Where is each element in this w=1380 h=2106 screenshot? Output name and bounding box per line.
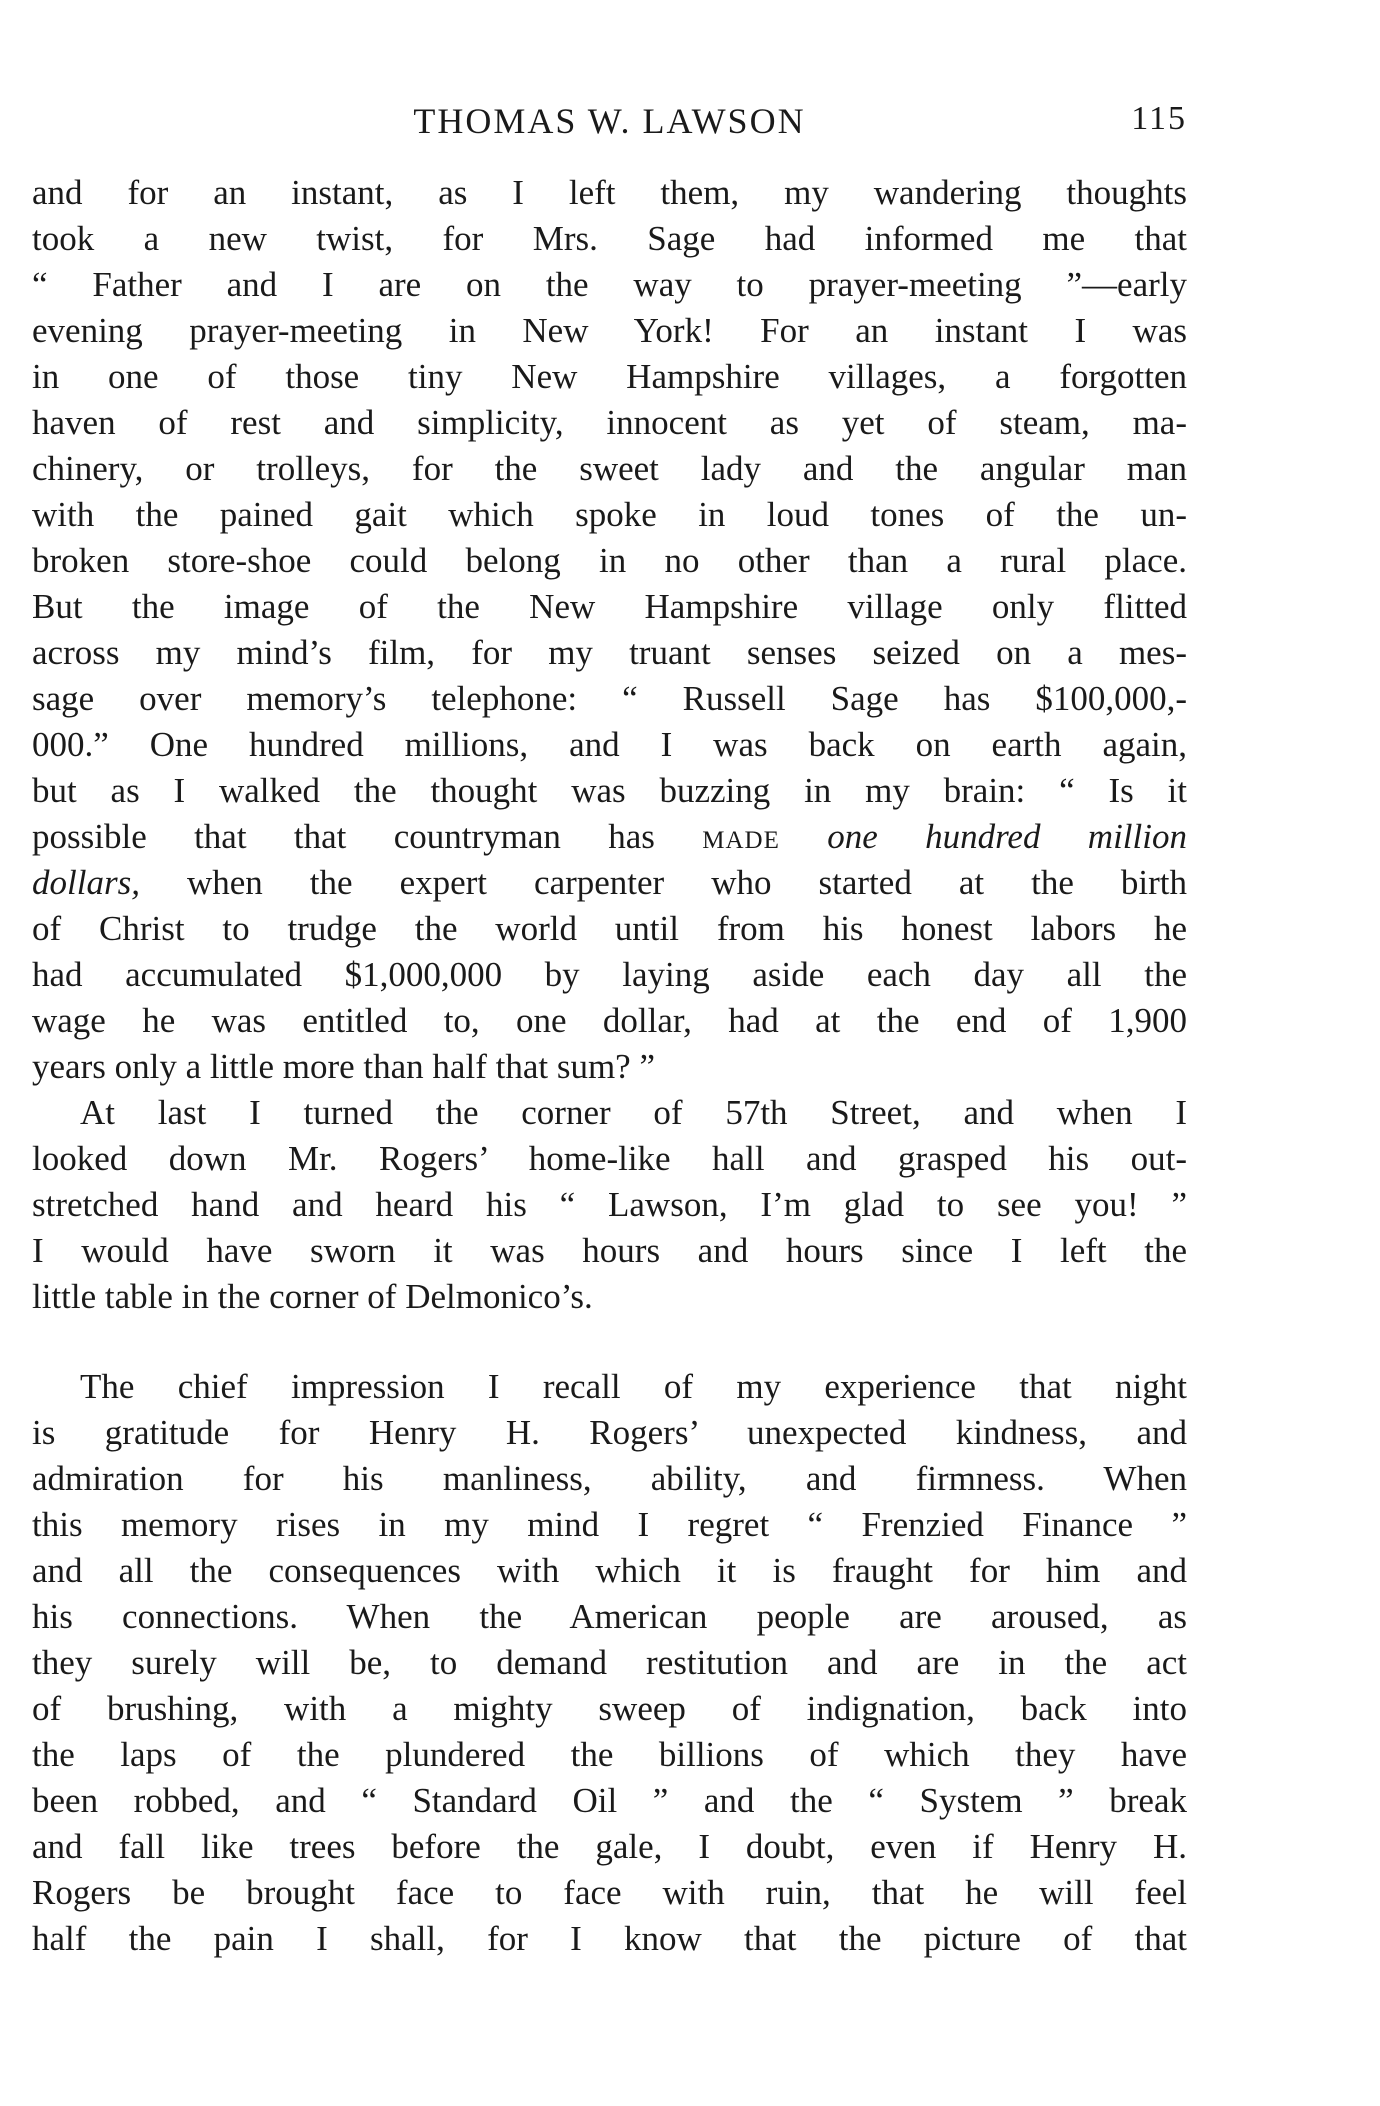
text-line: across my mind’s film, for my truant senses seized on a mes- xyxy=(32,633,1187,672)
text-line: is gratitude for Henry H. Rogers’ unexpected kindness, and xyxy=(32,1413,1187,1452)
text-line-mixed xyxy=(32,814,1187,860)
text-line: had accumulated $1,000,000 by laying aside each day all the xyxy=(32,955,1187,994)
paragraph-1 xyxy=(32,170,1187,1090)
text-line: broken store-shoe could belong in no other than a rural place. xyxy=(32,541,1187,580)
text-run: possible that that countryman has xyxy=(32,817,703,856)
text-line: little table in the corner of Delmonico’s. xyxy=(32,1277,593,1316)
paragraph-3 xyxy=(32,1364,1187,1962)
paragraph-2 xyxy=(32,1090,1187,1320)
text-line: Rogers be brought face to face with ruin, that he will feel xyxy=(32,1873,1187,1912)
text-line: I would have sworn it was hours and hours since I left the xyxy=(32,1231,1187,1270)
text-line: in one of those tiny New Hampshire villages, a forgotten xyxy=(32,357,1187,396)
text-line: sage over memory’s telephone: “ Russell Sage has $100,000,- xyxy=(32,679,1187,718)
book-page xyxy=(32,100,1187,1962)
text-line: 000.” One hundred millions, and I was back on earth again, xyxy=(32,725,1187,764)
text-line: this memory rises in my mind I regret “ Frenzied Finance ” xyxy=(32,1505,1187,1544)
text-line: they surely will be, to demand restitution and are in the act xyxy=(32,1643,1187,1682)
text-line: his connections. When the American people are aroused, as xyxy=(32,1597,1187,1636)
text-run: when the expert carpenter who started at the birth xyxy=(139,863,1187,902)
text-line: But the image of the New Hampshire village only flitted xyxy=(32,587,1187,626)
text-line: chinery, or trolleys, for the sweet lady and the angular man xyxy=(32,449,1187,488)
text-line: the laps of the plundered the billions of which they have xyxy=(32,1735,1187,1774)
text-line: with the pained gait which spoke in loud tones of the un- xyxy=(32,495,1187,534)
text-line: At last I turned the corner of 57th Street, and when I xyxy=(80,1093,1187,1132)
text-line: and fall like trees before the gale, I doubt, even if Henry H. xyxy=(32,1827,1187,1866)
text-line: but as I walked the thought was buzzing in my brain: “ Is it xyxy=(32,771,1187,810)
text-line: wage he was entitled to, one dollar, had at the end of 1,900 xyxy=(32,1001,1187,1040)
text-line: evening prayer-meeting in New York! For an instant I was xyxy=(32,311,1187,350)
text-line: and all the consequences with which it is fraught for him and xyxy=(32,1551,1187,1590)
page-number: 115 xyxy=(1131,100,1187,137)
italic-emphasis: dollars, xyxy=(32,863,140,902)
text-line: “ Father and I are on the way to prayer-meeting ”—early xyxy=(32,265,1187,304)
text-line: years only a little more than half that sum? ” xyxy=(32,1047,655,1086)
text-line: half the pain I shall, for I know that the picture of that xyxy=(32,1919,1187,1958)
text-line: haven of rest and simplicity, innocent as yet of steam, ma- xyxy=(32,403,1187,442)
running-title: THOMAS W. LAWSON xyxy=(413,101,806,141)
text-line: took a new twist, for Mrs. Sage had informed me that xyxy=(32,219,1187,258)
running-head xyxy=(32,100,1187,156)
text-line: and for an instant, as I left them, my wandering thoughts xyxy=(32,173,1187,212)
text-line: stretched hand and heard his “ Lawson, I’m glad to see you! ” xyxy=(32,1185,1187,1224)
text-line: The chief impression I recall of my experience that night xyxy=(80,1367,1187,1406)
text-line: looked down Mr. Rogers’ home-like hall and grasped his out- xyxy=(32,1139,1187,1178)
text-line: admiration for his manliness, ability, and firmness. When xyxy=(32,1459,1187,1498)
text-line: of brushing, with a mighty sweep of indignation, back into xyxy=(32,1689,1187,1728)
text-line: been robbed, and “ Standard Oil ” and the “ System ” break xyxy=(32,1781,1187,1820)
small-caps-emphasis: made xyxy=(702,817,780,856)
text-line-mixed xyxy=(32,860,1187,906)
italic-emphasis: one hundred million xyxy=(779,817,1187,856)
text-line: of Christ to trudge the world until from his honest labors he xyxy=(32,909,1187,948)
section-break xyxy=(32,1320,1187,1364)
